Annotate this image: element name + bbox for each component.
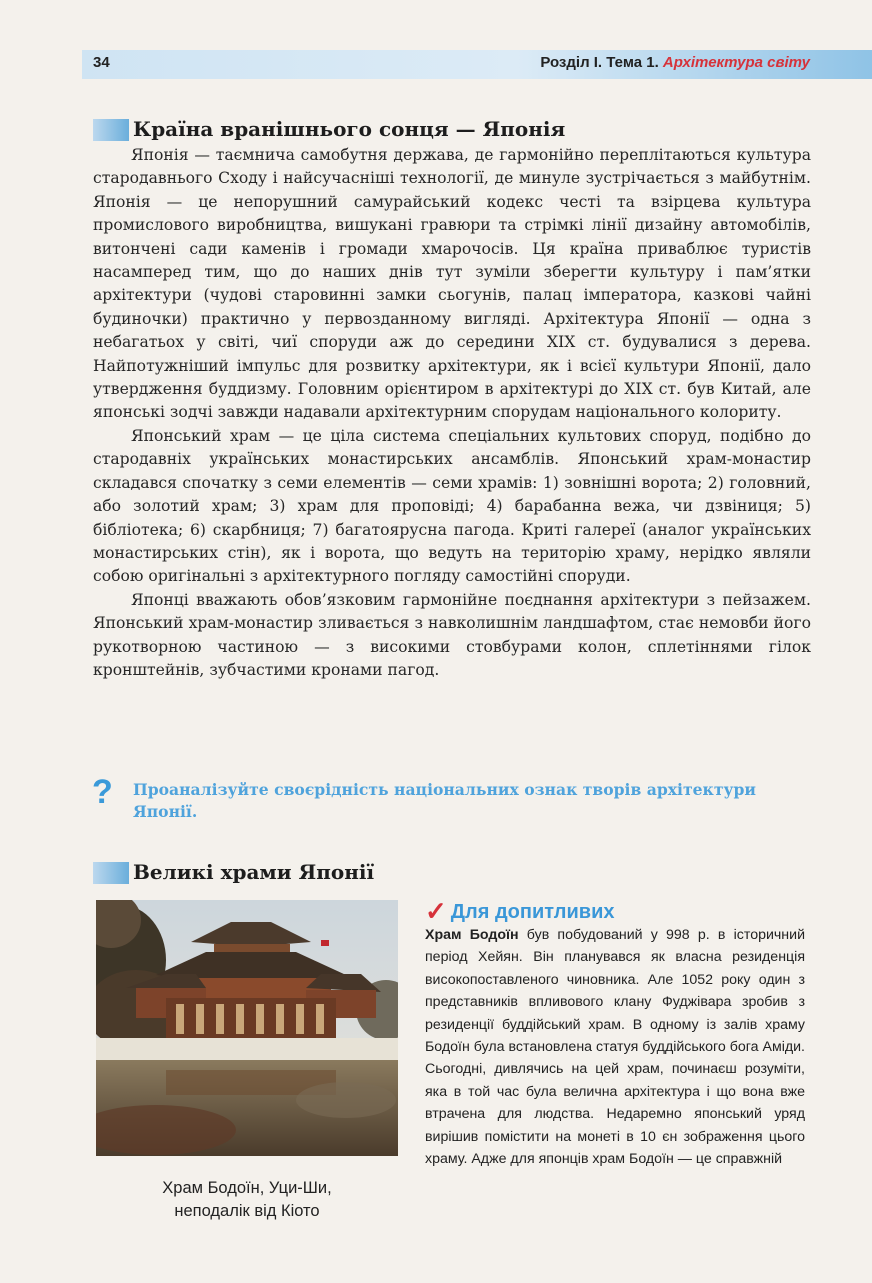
question-icon: ?: [92, 773, 113, 811]
sidebar-heading-text: Для допитливих: [450, 901, 615, 923]
temple-photo: [96, 900, 398, 1156]
sidebar-text: [425, 924, 805, 1170]
section-heading-text: Країна вранішнього сонця — Японія: [133, 117, 566, 141]
question-text: Проаналізуйте своєрідність національних ознак творів архітектури Японії.: [133, 780, 756, 821]
page-number: 34: [93, 54, 110, 71]
running-header-section: Розділ I. Тема 1.: [540, 54, 663, 71]
section-heading-japan: [93, 117, 693, 143]
running-header: [540, 54, 810, 71]
checkmark-icon: ✓: [425, 896, 447, 926]
sidebar-heading: [425, 896, 615, 926]
photo-caption: [96, 1177, 398, 1223]
running-header-topic: Архітектура світу: [662, 54, 810, 71]
section-heading-temples: [93, 860, 493, 886]
caption-line: неподалік від Кіото: [174, 1202, 320, 1220]
paragraph: Японія — таємнича самобутня держава, де гармонійно переплітаються культура стародавнього Сходу і найсучасніші технології, де минуле зустрічається з майбутнім. Японія — це непорушний самурайський кодекс честі та взірцева культура промислового виробництва, вишукані гравюри та стрімкі лінії дизайну автомобілів, витончені сади каменів і громади хмарочосів. Ця країна приваблює туристів насамперед тим, що до наших днів тут зуміли зберегти культуру і пам’ятки архітектури (чудові старовинні замки сьогунів, палац імператора, казкові чайні будиночки) практично у первозданному вигляді. Архітектура Японії — одна з небагатьох у світі, чиї споруди аж до середини XIX ст. будувалися з дерева. Найпотужніший імпульс для розвитку архітектури, як і всієї культури Японії, дало утвердження буддизму. Головним орієнтиром в архітектурі до XIX ст. був Китай, але японські зодчі завжди надавали архітектурним спорудам національного колориту.: [93, 146, 811, 422]
sidebar-lead: Храм Бодоїн: [425, 927, 519, 943]
paragraph: Японці вважають обов’язковим гармонійне поєднання архітектури з пейзажем. Японський храм-монастир зливається з навколишнім ландшафтом, стає немовби його рукотворною частиною — з високими стовбурами колон, сплетіннями гілок кронштейнів, зубчастими кронами пагод.: [93, 590, 811, 679]
paragraph: Японський храм — це ціла система спеціальних культових споруд, подібно до стародавніх українських монастирських ансамблів. Японський храм-монастир складався спочатку з семи елементів — семи храмів: 1) зовнішні ворота; 2) головний, або золотий храм; 3) храм для проповіді; 4) барабанна вежа, чи дзвіниця; 5) бібліотека; 6) скарбниця; 7) багатоярусна пагода. Криті галереї (аналог українських монастирських стін), як і ворота, що ведуть на територію храму, нерідко являли собою оригінальні з архітектурного погляду самостійні споруди.: [93, 426, 811, 586]
section-heading-text: Великі храми Японії: [133, 860, 375, 884]
section-body: [93, 144, 811, 682]
sidebar-body: був побудований у 998 р. в історичний період Хейян. Він планувався як власна резиденція високопоставленого чиновника. Але 1052 року один з представників впливового клану Фуджівара зробив з резиденції буддійський храм. В одному із залів храму Бодоїн була встановлена статуя буддійського бога Аміди. Сьогодні, дивлячись на цей храм, починаєш розуміти, яка в той час була велична архітектура і що вона вже втрачена для людства. Недаремно японський уряд вирішив помістити на монеті в 10 єн зображення цього храму. Адже для японців храм Бодоїн — це справжній: [425, 927, 805, 1168]
caption-line: Храм Бодоїн, Уци-Ши,: [162, 1179, 332, 1197]
heading-marker: [93, 862, 129, 884]
heading-marker: [93, 119, 129, 141]
